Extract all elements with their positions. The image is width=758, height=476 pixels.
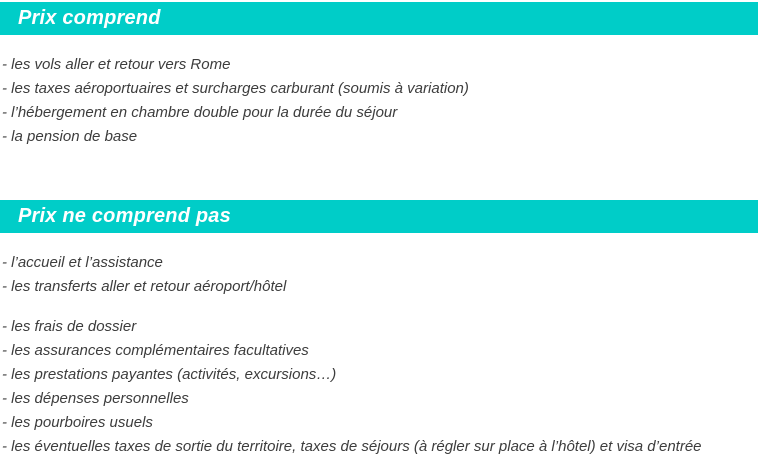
section-title: Prix ne comprend pas	[18, 205, 231, 227]
list-item: - les pourboires usuels	[2, 414, 153, 431]
list-item: - les dépenses personnelles	[2, 390, 189, 407]
section-prix-comprend	[0, 2, 758, 149]
list-item: - les frais de dossier	[2, 318, 137, 335]
list-item: - les vols aller et retour vers Rome	[2, 56, 231, 73]
list-item: - les assurances complémentaires facultatives	[2, 342, 309, 359]
list-item: - la pension de base	[2, 128, 138, 145]
list-item: - les transferts aller et retour aéroport/hôtel	[2, 278, 287, 295]
list-item: - les taxes aéroportuaires et surcharges carburant (soumis à variation)	[2, 80, 469, 97]
list-item: - l’accueil et l’assistance	[2, 254, 163, 271]
section-prix-ne-comprend-pas	[0, 200, 758, 459]
list-item: - l’hébergement en chambre double pour la durée du séjour	[2, 104, 398, 121]
prix-comprend-list	[0, 53, 758, 149]
list-item-blank	[2, 299, 758, 315]
list-item: - les prestations payantes (activités, excursions…)	[2, 366, 337, 383]
list-item: - les éventuelles taxes de sortie du territoire, taxes de séjours (à régler sur place à l’hôtel) et visa d’entrée	[2, 438, 702, 455]
section-header-prix-ne-comprend-pas	[0, 200, 758, 233]
section-header-prix-comprend	[0, 2, 758, 35]
prix-ne-comprend-pas-list	[0, 251, 758, 459]
section-title: Prix comprend	[18, 7, 161, 29]
